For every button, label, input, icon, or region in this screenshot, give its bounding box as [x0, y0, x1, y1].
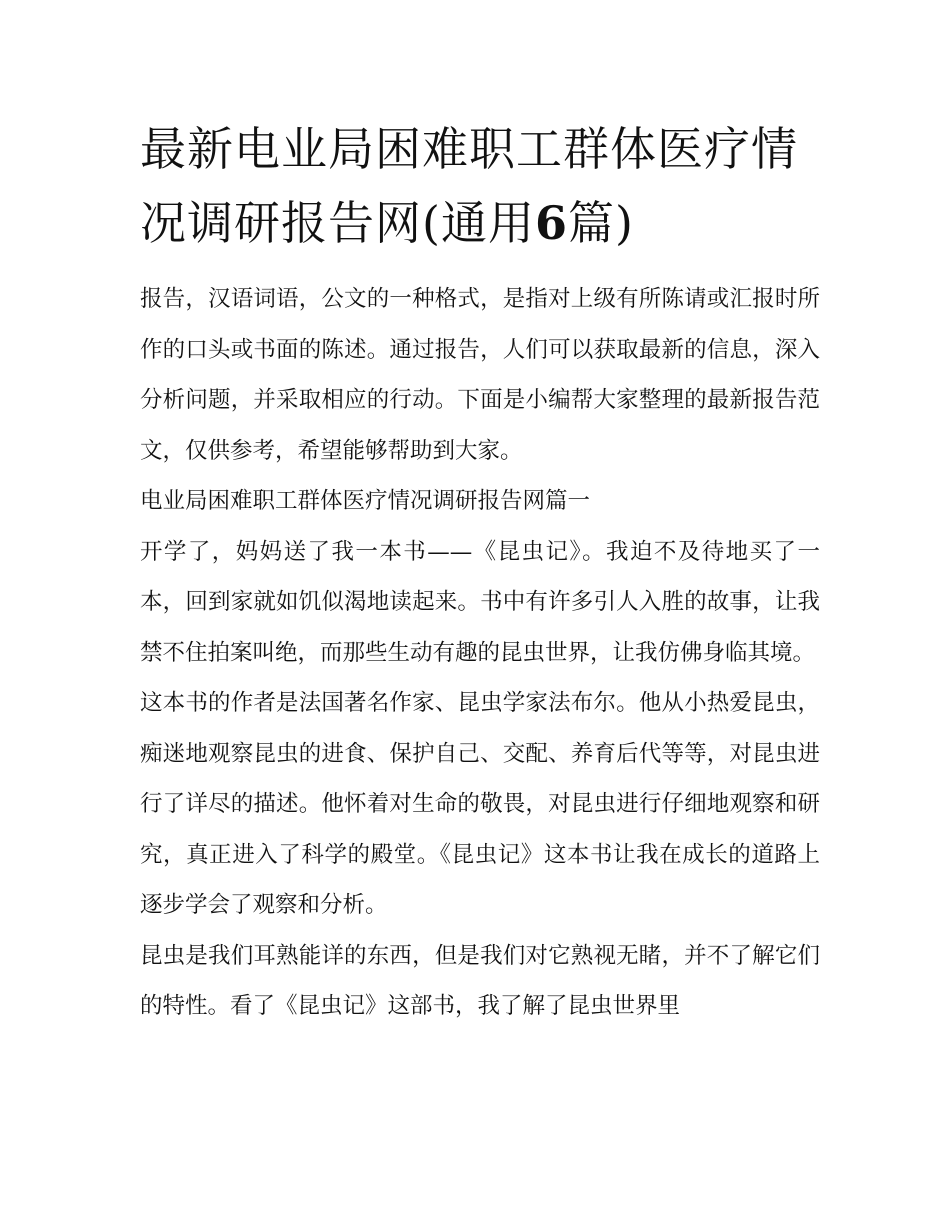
body-paragraph: 昆虫是我们耳熟能详的东西，但是我们对它熟视无睹，并不了解它们的特性。看了《昆虫记》这部书，我了解了昆虫世界里 [140, 942, 820, 1019]
intro-paragraph: 报告，汉语词语，公文的一种格式，是指对上级有所陈请或汇报时所作的口头或书面的陈述。通过报告，人们可以获取最新的信息，深入分析问题，并采取相应的行动。下面是小编帮大家整理的最新报告范文，仅供参考，希望能够帮助到大家。 [140, 286, 820, 464]
page-title: 最新电业局困难职工群体医疗情况调研报告网(通用6篇) [140, 122, 798, 250]
document-body [140, 112, 820, 1032]
section-heading: 电业局困难职工群体医疗情况调研报告网篇一 [140, 488, 591, 514]
body-paragraph: 开学了，妈妈送了我一本书——《昆虫记》。我迫不及待地买了一本，回到家就如饥似渴地读起来。书中有许多引人入胜的故事，让我禁不住拍案叫绝，而那些生动有趣的昆虫世界，让我仿佛身临其境。 [140, 538, 820, 666]
body-paragraph: 这本书的作者是法国著名作家、昆虫学家法布尔。他从小热爱昆虫，痴迷地观察昆虫的进食、保护自己、交配、养育后代等等，对昆虫进行了详尽的描述。他怀着对生命的敬畏，对昆虫进行仔细地观察和研究，真正进入了科学的殿堂。《昆虫记》这本书让我在成长的道路上逐步学会了观察和分析。 [140, 690, 820, 918]
